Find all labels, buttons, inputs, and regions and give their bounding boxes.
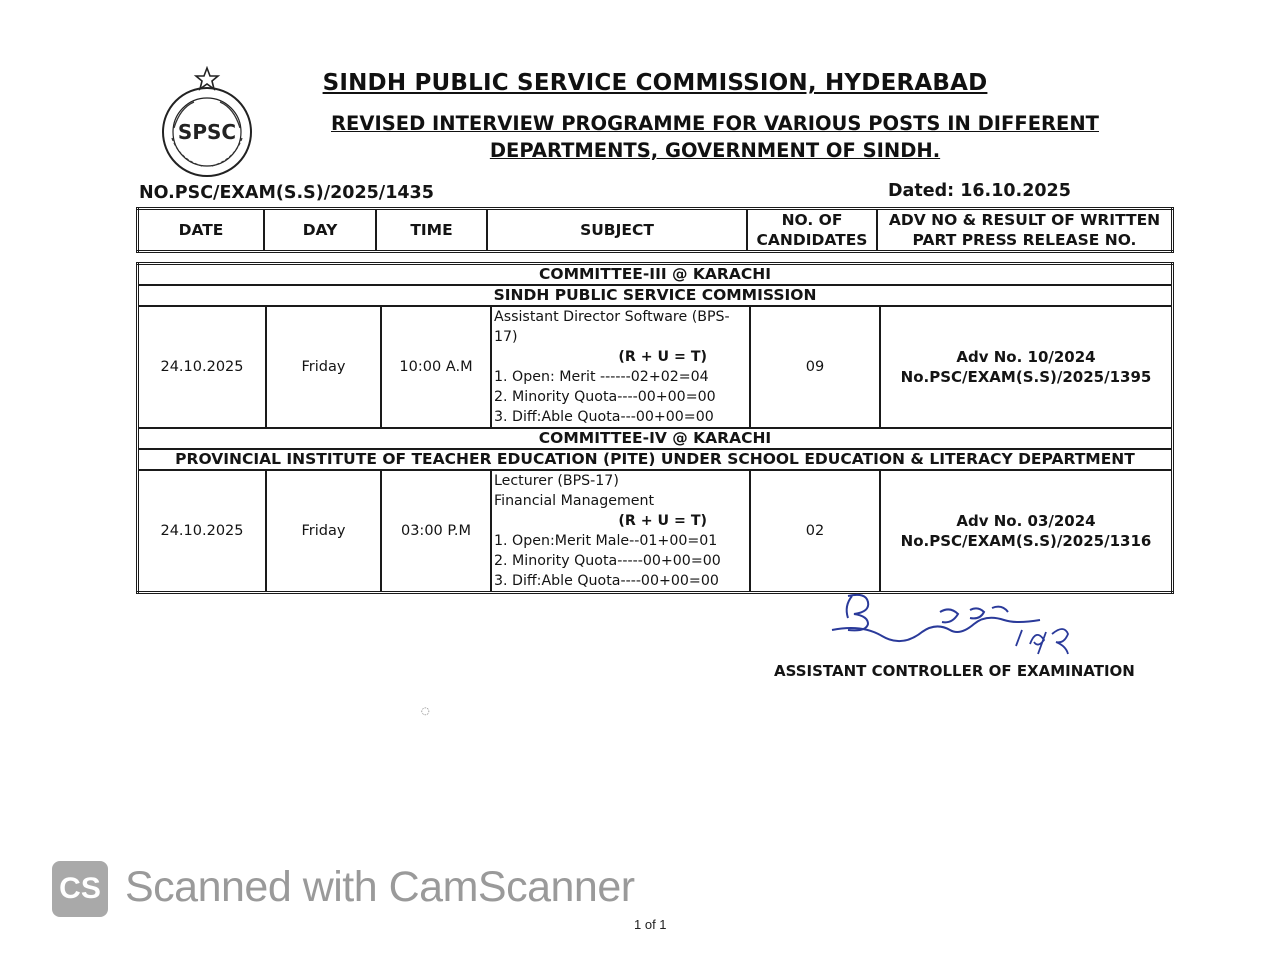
post-specialization: Financial Management	[494, 493, 655, 509]
quota-line-2: 2. Minority Quota-----00+00=00	[494, 553, 721, 569]
adv-number: Adv No. 10/2024	[956, 348, 1096, 366]
press-release-number: No.PSC/EXAM(S.S)/2025/1395	[900, 368, 1152, 386]
table-row	[138, 470, 1173, 593]
handwritten-signature	[820, 588, 1090, 670]
seal-text: SPSC	[177, 120, 237, 144]
committee-band	[138, 428, 1173, 449]
quota-formula: (R + U = T)	[618, 349, 707, 365]
spsc-seal-icon	[152, 66, 262, 178]
col-candidates	[747, 209, 877, 252]
quota-line-1: 1. Open:Merit Male--01+00=01	[494, 533, 718, 549]
camscanner-icon-text: CS	[59, 872, 101, 905]
department-band	[138, 285, 1173, 306]
row-candidates: 02	[750, 470, 880, 593]
row-time: 03:00 P.M	[381, 470, 491, 593]
signatory-title: ASSISTANT CONTROLLER OF EXAMINATION	[774, 662, 1135, 680]
col-adv-line2: PART PRESS RELEASE NO.	[912, 231, 1137, 249]
col-adv-line1: ADV NO & RESULT OF WRITTEN	[888, 211, 1161, 229]
post-title: Lecturer (BPS-17)	[494, 473, 619, 489]
committee-band	[138, 264, 1173, 286]
row-day: Friday	[266, 470, 381, 593]
col-time: TIME	[376, 209, 487, 252]
row-date: 24.10.2025	[138, 470, 267, 593]
quota-line-3: 3. Diff:Able Quota---00+00=00	[494, 409, 714, 425]
col-day: DAY	[264, 209, 376, 252]
camscanner-icon	[52, 861, 108, 917]
quota-line-2: 2. Minority Quota----00+00=00	[494, 389, 716, 405]
department-band	[138, 449, 1173, 470]
page-title: SINDH PUBLIC SERVICE COMMISSION, HYDERABAD	[322, 70, 988, 96]
table-row	[138, 306, 1173, 428]
col-date: DATE	[138, 209, 265, 252]
committee-title: COMMITTEE-IV @ KARACHI	[138, 428, 1173, 449]
quota-formula: (R + U = T)	[618, 513, 707, 529]
page-subtitle-line1: REVISED INTERVIEW PROGRAMME FOR VARIOUS POSTS IN DIFFERENT	[331, 112, 1099, 135]
post-title: Assistant Director Software (BPS-17)	[494, 309, 730, 345]
row-adv	[880, 470, 1173, 593]
col-candidates-line2: CANDIDATES	[756, 231, 868, 249]
column-header-table	[136, 207, 1174, 253]
committee-title: COMMITTEE-III @ KARACHI	[138, 264, 1173, 286]
row-date: 24.10.2025	[138, 306, 267, 428]
quota-line-1: 1. Open: Merit ------02+02=04	[494, 369, 709, 385]
col-candidates-line1: NO. OF	[781, 211, 843, 229]
page-count: 1 of 1	[634, 917, 667, 932]
interview-schedule-table	[136, 262, 1174, 594]
page-subtitle-line2: DEPARTMENTS, GOVERNMENT OF SINDH.	[489, 139, 941, 162]
row-time: 10:00 A.M	[381, 306, 491, 428]
col-subject: SUBJECT	[487, 209, 747, 252]
department-title: PROVINCIAL INSTITUTE OF TEACHER EDUCATION (PITE) UNDER SCHOOL EDUCATION & LITERACY DEPARTMENT	[138, 449, 1173, 470]
row-subject	[491, 470, 750, 593]
row-candidates: 09	[750, 306, 880, 428]
press-release-number: No.PSC/EXAM(S.S)/2025/1316	[900, 532, 1152, 550]
row-day: Friday	[266, 306, 381, 428]
quota-line-3: 3. Diff:Able Quota----00+00=00	[494, 573, 719, 589]
adv-number: Adv No. 03/2024	[956, 512, 1096, 530]
department-title: SINDH PUBLIC SERVICE COMMISSION	[138, 285, 1173, 306]
col-adv	[877, 209, 1173, 252]
issue-date: Dated: 16.10.2025	[888, 181, 1071, 201]
reference-number: NO.PSC/EXAM(S.S)/2025/1435	[139, 183, 434, 203]
row-adv	[880, 306, 1173, 428]
scanner-watermark: Scanned with CamScanner	[125, 863, 635, 911]
stray-mark: ◌	[421, 706, 430, 717]
row-subject	[491, 306, 750, 428]
